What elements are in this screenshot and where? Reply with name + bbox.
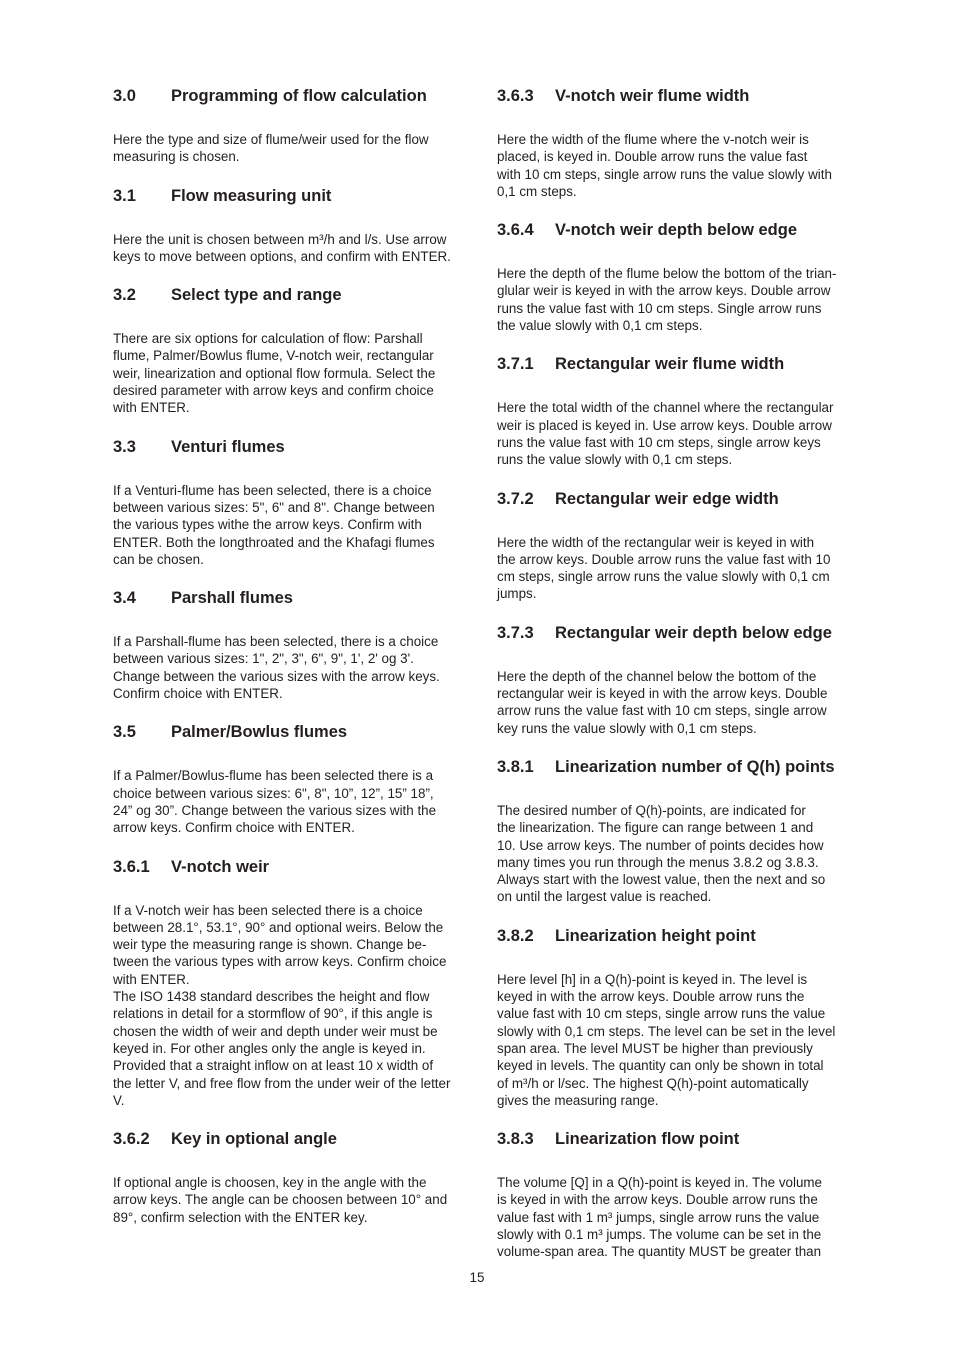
section-number: 3.6.2 xyxy=(113,1130,150,1149)
section-title: Flow measuring unit xyxy=(171,186,332,205)
section-heading xyxy=(497,623,869,643)
section-title: V-notch weir flume width xyxy=(555,87,750,105)
section-heading xyxy=(113,186,479,206)
section-title: Venturi flumes xyxy=(171,437,285,456)
section-3-7-3 xyxy=(497,623,869,737)
section-3-0 xyxy=(113,86,479,166)
section-number: 3.7.2 xyxy=(497,489,534,508)
section-heading xyxy=(497,926,869,946)
section-title: Rectangular weir edge width xyxy=(555,489,779,508)
section-title: Linearization number of Q(h) points xyxy=(555,757,835,776)
section-text: If a Palmer/Bowlus-flume has been selected there is a choice between various sizes: 6", 8", 10”, 12”, 15” 18”, 24” og 30”. Change between the various sizes with the arrow keys. Confirm choice with ENTER. xyxy=(113,768,437,836)
section-text: Here the depth of the flume below the bottom of the trian- glular weir is keyed in with the arrow keys. Double arrow runs the value fast with 10 cm steps. Single arrow runs the value slowly with 0,1 cm steps. xyxy=(497,266,837,334)
section-number: 3.5 xyxy=(113,723,136,742)
section-heading xyxy=(113,1129,479,1149)
section-3-6-2 xyxy=(113,1129,479,1226)
section-title: Palmer/Bowlus flumes xyxy=(171,723,348,742)
section-heading xyxy=(497,489,869,509)
section-heading xyxy=(113,588,479,608)
section-heading xyxy=(497,354,869,374)
section-3-7-1 xyxy=(497,354,869,468)
section-number: 3.6.1 xyxy=(113,857,150,876)
section-number: 3.6.3 xyxy=(497,87,534,105)
section-text: There are six options for calculation of flow: Parshall flume, Palmer/Bowlus flume, V-notch weir, rectangular weir, linearization and optional flow formula. Select the desired parameter with arrow keys and confirm choice with ENTER. xyxy=(113,331,436,416)
section-title: Select type and range xyxy=(171,286,342,305)
section-text: Here the unit is chosen between m³/h and l/s. Use arrow keys to move between options, and confirm with ENTER. xyxy=(113,231,451,264)
section-text: Here the width of the rectangular weir is keyed in with the arrow keys. Double arrow runs the value fast with 10 cm steps, single arrow runs the value slowly with 0,1 cm jumps. xyxy=(497,534,831,602)
section-text: The desired number of Q(h)-points, are indicated for the linearization. The figure can range between 1 and 10. Use arrow keys. The number of points decides how many times you run through the menus 3.8.2 og 3.8.3. Always start with the lowest value, then the next and so on until the largest value is reached. xyxy=(497,802,826,905)
section-heading xyxy=(497,220,869,240)
section-title: V-notch weir xyxy=(171,857,270,876)
section-3-7-2 xyxy=(497,489,869,603)
section-heading xyxy=(113,86,479,106)
section-text: If a Venturi-flume has been selected, there is a choice between various sizes: 5", 6" and 8". Change between the various types withe the arrow keys. Confirm with ENTER. Both the longthroated and the Khafagi flumes can be chosen. xyxy=(113,482,435,567)
section-number: 3.0 xyxy=(113,87,136,105)
section-number: 3.1 xyxy=(113,186,136,205)
section-text: Here level [h] in a Q(h)-point is keyed in. The level is keyed in with the arrow keys. Double arrow runs the value fast with 10 cm steps, single arrow runs the value slowly with 0,1 cm steps. The level can be set in the level span area. The level MUST be higher than previously keyed in levels. The quantity can only be shown in total of m³/h or l/sec. The highest Q(h)-point automatically gives the measuring range. xyxy=(497,971,836,1108)
section-3-8-3 xyxy=(497,1129,869,1260)
section-text: If a V-notch weir has been selected there is a choice between 28.1°, 53.1°, 90° and optional weirs. Below the weir type the measuring range is shown. Change be- tween the various types with arrow keys. Confirm choice with ENTER. The ISO 1438 standard describes the height and flow relations in detail for a stormflow of 90°, if this angle is chosen the width of weir and depth under weir must be keyed in. For other angles only the angle is keyed in. Provided that a straight inflow on at least 10 x width of the letter V, and free flow from the under weir of the letter V. xyxy=(113,902,451,1108)
section-text: Here the total width of the channel where the rectangular weir is placed is keyed in. Use arrow keys. Double arrow runs the value fast with 10 cm steps, single arrow keys runs the value slowly with 0,1 cm steps. xyxy=(497,400,834,468)
section-3-6-3 xyxy=(497,86,869,200)
section-title: Rectangular weir depth below edge xyxy=(555,623,832,642)
section-text: If a Parshall-flume has been selected, there is a choice between various sizes: 1", 2", 3", 6", 9", 1', 2' og 3'. Change between the various sizes with the arrow keys. Confirm choice with ENTER. xyxy=(113,634,440,702)
right-column xyxy=(497,86,869,1261)
section-heading xyxy=(497,757,869,777)
section-heading xyxy=(497,1129,869,1149)
section-text: If optional angle is choosen, key in the angle with the arrow keys. The angle can be choosen between 10° and 89°, confirm selection with the ENTER key. xyxy=(113,1175,448,1225)
section-heading xyxy=(113,857,479,877)
left-column xyxy=(113,86,479,1226)
section-title: Linearization height point xyxy=(555,926,756,945)
section-heading xyxy=(113,722,479,742)
section-3-6-1 xyxy=(113,857,479,1110)
section-3-5 xyxy=(113,722,479,836)
section-number: 3.6.4 xyxy=(497,221,534,240)
section-3-1 xyxy=(113,186,479,266)
section-text: Here the type and size of flume/weir used for the flow measuring is chosen. xyxy=(113,132,429,165)
section-number: 3.7.1 xyxy=(497,355,534,374)
section-title: Linearization flow point xyxy=(555,1130,740,1149)
section-3-3 xyxy=(113,437,479,568)
section-number: 3.7.3 xyxy=(497,623,534,642)
section-text: Here the depth of the channel below the bottom of the rectangular weir is keyed in with the arrow keys. Double arrow runs the value fast with 10 cm steps, single arrow key runs the value slowly with 0,1 cm steps. xyxy=(497,668,828,736)
section-3-8-2 xyxy=(497,926,869,1109)
section-number: 3.2 xyxy=(113,286,136,305)
section-title: V-notch weir depth below edge xyxy=(555,221,798,240)
section-3-6-4 xyxy=(497,220,869,334)
section-title: Rectangular weir flume width xyxy=(555,355,785,374)
section-heading xyxy=(113,285,479,305)
section-number: 3.8.3 xyxy=(497,1130,534,1149)
page-number: 15 xyxy=(469,1270,485,1285)
section-title: Parshall flumes xyxy=(171,589,293,608)
section-3-4 xyxy=(113,588,479,702)
section-title: Programming of flow calculation xyxy=(171,87,427,105)
section-number: 3.3 xyxy=(113,437,136,456)
section-heading xyxy=(113,437,479,457)
section-title: Key in optional angle xyxy=(171,1130,337,1149)
section-text: The volume [Q] in a Q(h)-point is keyed in. The volume is keyed in with the arrow keys. Double arrow runs the value fast with 1 m³ jumps, single arrow runs the value slowly with 0.1 m³ jumps. The volume can be set in the volume-span area. The quantity MUST be greater than xyxy=(497,1175,822,1260)
section-number: 3.8.1 xyxy=(497,757,534,776)
section-number: 3.8.2 xyxy=(497,926,534,945)
section-number: 3.4 xyxy=(113,589,136,608)
section-heading xyxy=(497,86,869,106)
section-3-8-1 xyxy=(497,757,869,906)
section-3-2 xyxy=(113,285,479,416)
section-text: Here the width of the flume where the v-notch weir is placed, is keyed in. Double arrow runs the value fast with 10 cm steps, single arrow runs the value slowly with 0,1 cm steps. xyxy=(497,132,832,199)
